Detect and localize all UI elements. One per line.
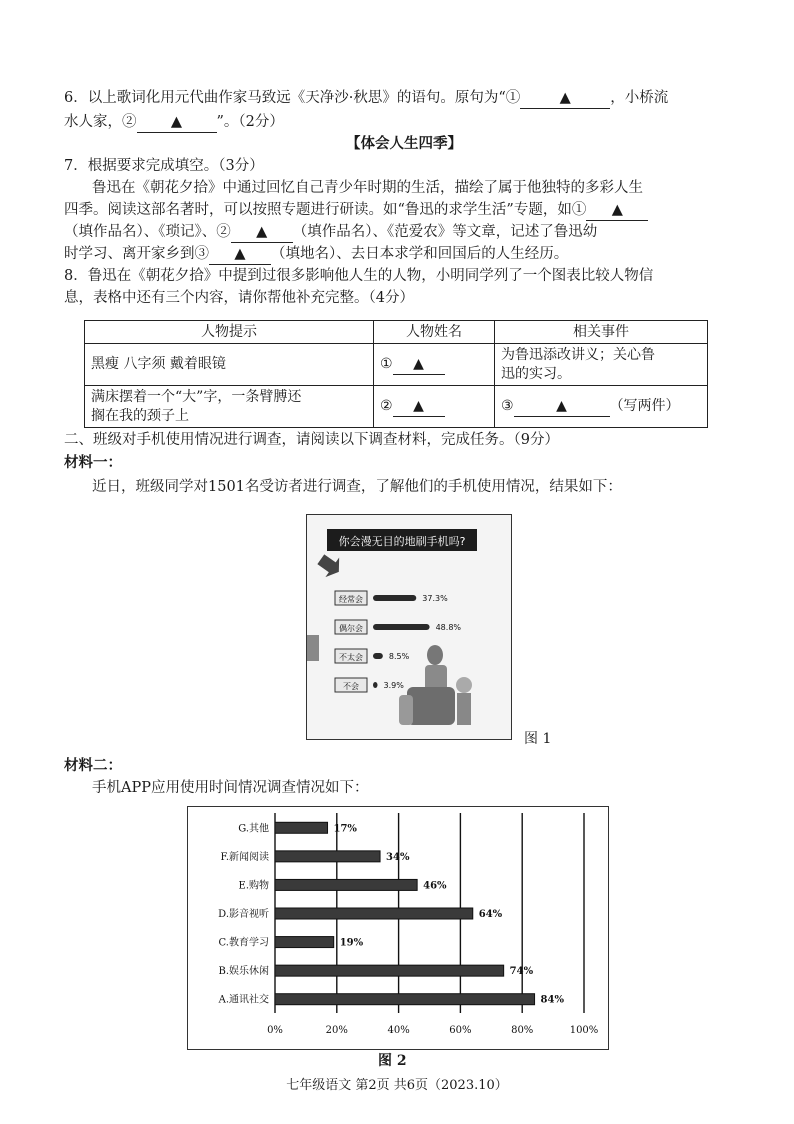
fig1-value-label: 37.3% [422,594,448,603]
q7-paragraph-line1: 鲁迅在《朝花夕拾》中通过回忆自己青少年时期的生活，描绘了属于他独特的多彩人生 [92,180,643,196]
fig2-tick-label: 40% [387,1025,410,1036]
fig2-bar [275,851,380,862]
q7-paragraph-line3: （填作品名）、《琐记》、② ▲ （填作品名）、《范爱农》等文章，记述了鲁迅幼 [64,222,744,243]
q8-line1: 8．鲁迅在《朝花夕拾》中提到过很多影响他人生的人物，小明同学列了一个图表比较人物信 [64,268,654,284]
fig1-category-label: 不太会 [339,653,363,662]
phone-icon [307,635,319,661]
fig1-value-label: 3.9% [383,681,404,690]
fig2-value-label: 64% [478,909,503,920]
q6-blank-2[interactable]: ▲ [137,112,217,133]
section-title: 【体会人生四季】 [346,135,462,152]
page-footer: 七年级语文 第2页 共6页（2023.10） [286,1078,508,1093]
character-table [84,320,708,428]
fig1-category-label: 经常会 [339,595,363,604]
fig1-bar [373,624,430,630]
table-header: 人物姓名 [374,321,495,344]
material1-text: 近日，班级同学对1501名受访者进行调查，了解他们的手机使用情况，结果如下： [92,479,622,495]
fig2-tick-label: 100% [569,1025,599,1036]
answer-blank: ▲ [393,397,445,417]
table-row [85,344,708,386]
fig2-value-label: 74% [509,966,534,978]
q8-line2: 息，表格中还有三个内容，请你帮他补充完整。（4分） [64,290,414,306]
reading-person-illustration [399,645,472,725]
fig2-category-label: G.其他 [238,823,269,835]
table-cell: 黑瘦 八字须 戴着眼镜 [85,344,374,386]
table-cell[interactable]: ② ▲ [374,386,495,428]
table-cell: 满床摆着一个“大”字，一条臂膊还 搁在我的颈子上 [85,386,374,428]
fig2-value-label: 46% [423,880,447,892]
q6-line1: 6．以上歌词化用元代曲作家马致远《天净沙·秋思》的语句。原句为“① ▲ ，小桥流 [64,88,744,109]
q7-blank-1[interactable]: ▲ [586,200,648,221]
fig1-category-label: 不会 [343,682,359,691]
fig2-value-label: 19% [339,937,364,949]
q7-blank-3[interactable]: ▲ [209,244,271,265]
material1-label: 材料一： [64,454,122,471]
table-cell[interactable]: ③ ▲ （写两件） [495,386,708,428]
table-row [85,386,708,428]
answer-blank: ▲ [393,355,445,375]
figure-1-survey-image [306,514,512,740]
fig1-value-label: 8.5% [388,652,410,661]
material2-text: 手机APP应用使用时间情况调查情况如下： [92,780,369,796]
table-header: 人物提示 [85,321,374,344]
table-header-row [85,321,708,344]
fig1-title: 你会漫无目的地刷手机吗? [338,535,466,548]
q6-blank-1[interactable]: ▲ [520,88,610,109]
fig2-bar [275,965,504,976]
answer-blank: ▲ [514,397,610,417]
figure-2-chart [188,807,608,1049]
material2-label: 材料二： [64,757,122,774]
fig2-category-label: F.新闻阅读 [220,851,269,863]
fig1-bar [373,595,416,601]
fig1-bar [373,682,378,688]
fig2-bar [275,908,473,919]
fig2-bar [275,822,328,833]
fig2-category-label: C.教育学习 [218,937,269,949]
fig2-bar [275,879,417,890]
table-cell: 为鲁迅添改讲义；关心鲁 迅的实习。 [495,344,708,386]
q6-line2: 水人家，② ▲ ”。（2分） [64,112,744,133]
fig2-bar [275,937,334,948]
figure-1-chart [307,515,511,739]
fig2-tick-label: 20% [325,1025,348,1036]
arrow-icon [314,549,346,581]
fig2-tick-label: 60% [449,1025,472,1036]
figure-2-chart-frame [187,806,609,1050]
figure-1-caption: 图 1 [524,731,552,747]
fig2-category-label: E.购物 [238,880,269,892]
fig2-value-label: 34% [386,851,410,863]
fig1-category-label: 偶尔会 [339,624,363,633]
q7-paragraph-line2: 四季。阅读这部名著时，可以按照专题进行研读。如“鲁迅的求学生活”专题，如① ▲ [64,200,744,221]
fig1-bar [373,653,383,659]
figure-2-caption: 图 2 [378,1053,407,1069]
q7-paragraph-line4: 时学习、离开家乡到③ ▲ （填地名）、去日本求学和回国后的人生经历。 [64,244,744,265]
q7-title: 7．根据要求完成填空。（3分） [64,158,264,174]
fig2-value-label: 84% [540,994,564,1006]
table-header: 相关事件 [495,321,708,344]
part2-title: 二、班级对手机使用情况进行调查，请阅读以下调查材料，完成任务。（9分） [64,432,559,448]
fig2-bar [275,994,535,1005]
fig2-category-label: D.影音视听 [218,909,269,920]
fig2-category-label: B.娱乐休闲 [218,966,269,978]
fig2-tick-label: 80% [511,1025,534,1036]
fig2-category-label: A.通讯社交 [218,994,269,1006]
q7-blank-2[interactable]: ▲ [231,222,293,243]
fig1-value-label: 48.8% [435,623,462,632]
fig2-value-label: 17% [333,823,357,835]
table-cell[interactable]: ① ▲ [374,344,495,386]
fig2-tick-label: 0% [267,1025,283,1036]
